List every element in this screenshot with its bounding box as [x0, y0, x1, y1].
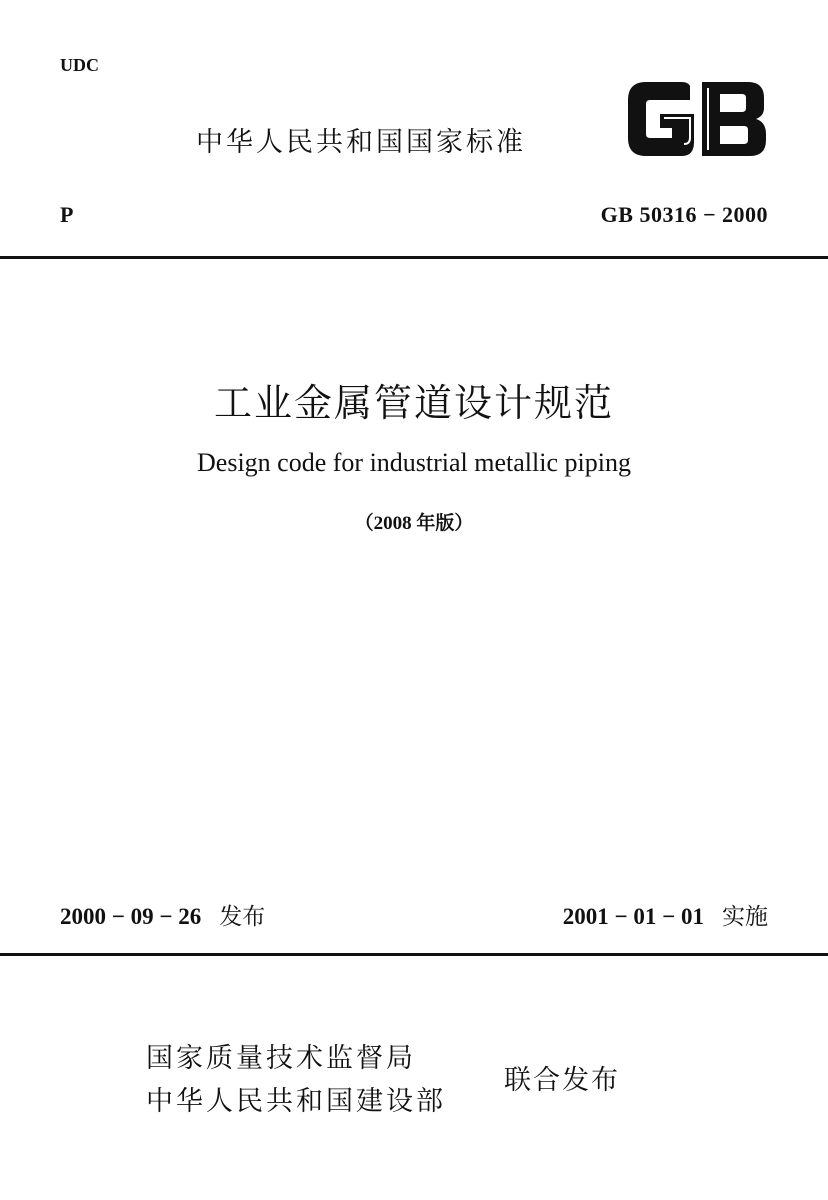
issue-date-group [60, 898, 265, 931]
publisher-1: 国家质量技术监督局 [146, 1043, 416, 1074]
standard-number: GB 50316 − 2000 [600, 202, 768, 227]
issue-date: 2000 − 09 − 26 [60, 904, 202, 929]
issue-label: 发布 [219, 904, 266, 930]
implement-date: 2001 − 01 − 01 [562, 904, 704, 929]
udc-label: UDC [60, 55, 99, 75]
category-code: P [60, 202, 74, 227]
joint-publish-label: 联合发布 [504, 1065, 620, 1096]
implement-date-group [563, 898, 768, 931]
implement-label: 实施 [722, 904, 768, 930]
english-title: Design code for industrial metallic piping [197, 448, 631, 477]
chinese-title: 工业金属管道设计规范 [213, 381, 614, 425]
publisher-2: 中华人民共和国建设部 [146, 1086, 446, 1117]
edition-label: （2008 年版） [354, 513, 474, 534]
gb-logo [624, 80, 770, 158]
bottom-divider [0, 953, 828, 956]
standard-type-title: 中华人民共和国国家标准 [196, 127, 526, 158]
top-divider [0, 256, 828, 259]
